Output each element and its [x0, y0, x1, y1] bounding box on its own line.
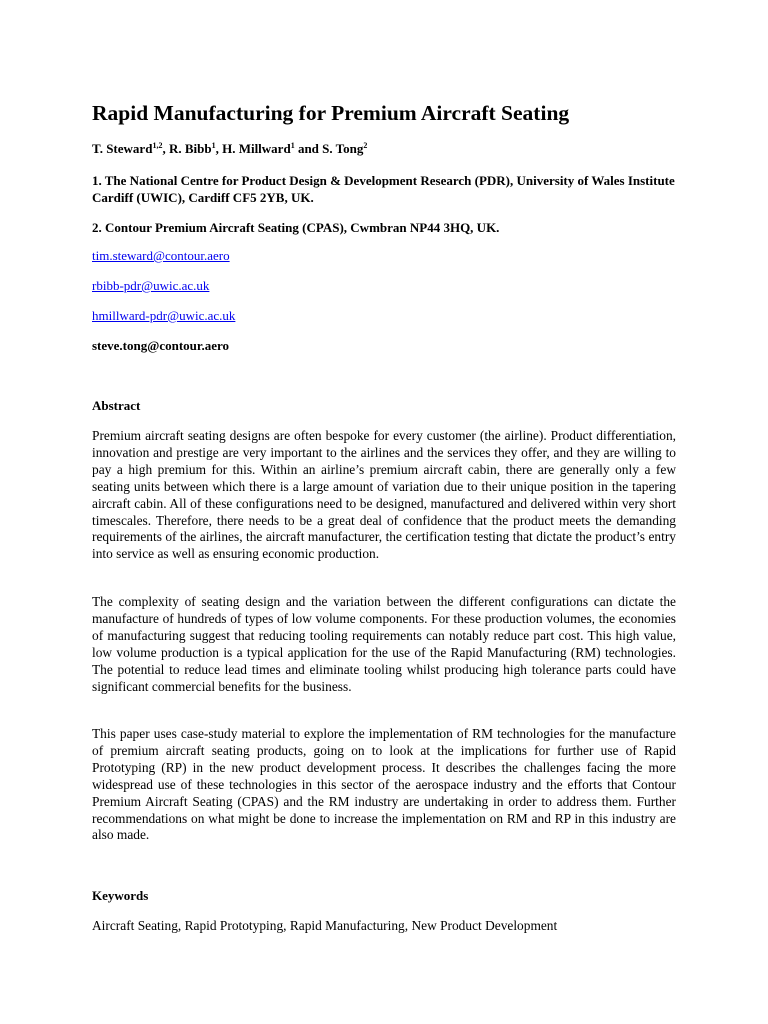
abstract-heading: Abstract	[92, 398, 141, 413]
author-name: H. Millward	[222, 141, 291, 156]
abstract-paragraph: Premium aircraft seating designs are often bespoke for every customer (the airline). Product differentiation, innovation and prestige are very important to the airlines and the services they offer, and they are willing to pay a high premium for this. Within an airline’s premium aircraft cabin, there are generally only a few seating units between which there is a large amount of variation due to their unique position in the tapering aircraft cabin. All of these configurations need to be designed, manufactured and delivered within very short timescales. Therefore, there needs to be a great deal of confidence that the product meets the demanding requirements of the airlines, the aircraft manufacturer, the certification testing that dictate the product’s entry into service as well as ensuring economic production.	[92, 428, 676, 562]
email-line	[92, 278, 209, 294]
author-separator: and	[294, 141, 323, 156]
keywords-heading: Keywords	[92, 888, 149, 903]
affiliation-2: 2. Contour Premium Aircraft Seating (CPAS), Cwmbran NP44 3HQ, UK.	[92, 220, 500, 235]
email-line	[92, 308, 235, 324]
author-affiliation-marker: 1	[211, 141, 216, 150]
email-link[interactable]: rbibb-pdr@uwic.ac.uk	[92, 278, 210, 293]
author-list	[92, 141, 367, 157]
author-name: T. Steward	[92, 141, 153, 156]
author-separator: ,	[215, 141, 223, 156]
author-separator: ,	[162, 141, 169, 156]
author-affiliation-marker: 1,2	[152, 141, 163, 150]
email-link[interactable]: tim.steward@contour.aero	[92, 248, 230, 263]
paper-title: Rapid Manufacturing for Premium Aircraft Seating	[92, 101, 570, 125]
affiliation-1: 1. The National Centre for Product Design & Development Research (PDR), University of Wales Institute Cardiff (UWIC), Cardiff CF5 2YB, UK.	[92, 173, 675, 205]
abstract-paragraph: This paper uses case-study material to explore the implementation of RM technologies for the manufacture of premium aircraft seating products, going on to look at the implications for further use of Rapid Prototyping (RP) in the new product development process. It describes the challenges facing the more widespread use of these technologies in this sector of the aerospace industry and the efforts that Contour Premium Aircraft Seating (CPAS) and the RM industry are undertaking in order to address them. Further recommendations on what might be done to increase the implementation on RM and RP in this industry are also made.	[92, 726, 676, 843]
email-text: steve.tong@contour.aero	[92, 338, 230, 353]
email-link[interactable]: hmillward-pdr@uwic.ac.uk	[92, 308, 236, 323]
author-affiliation-marker: 1	[290, 141, 295, 150]
author-name: R. Bibb	[168, 141, 212, 156]
author-name: S. Tong	[322, 141, 364, 156]
keywords-list: Aircraft Seating, Rapid Prototyping, Rapid Manufacturing, New Product Development	[92, 918, 558, 933]
abstract-paragraph: The complexity of seating design and the variation between the different configurations can dictate the manufacture of hundreds of types of low volume components. For these production volumes, the economies of manufacturing suggest that reducing tooling requirements can notably reduce part cost. This high value, low volume production is a typical application for the use of the Rapid Manufacturing (RM) technologies. The potential to reduce lead times and eliminate tooling whilst producing high tolerance parts could have significant commercial benefits for the business.	[92, 594, 676, 694]
email-line	[92, 248, 230, 264]
author-affiliation-marker: 2	[363, 141, 368, 150]
